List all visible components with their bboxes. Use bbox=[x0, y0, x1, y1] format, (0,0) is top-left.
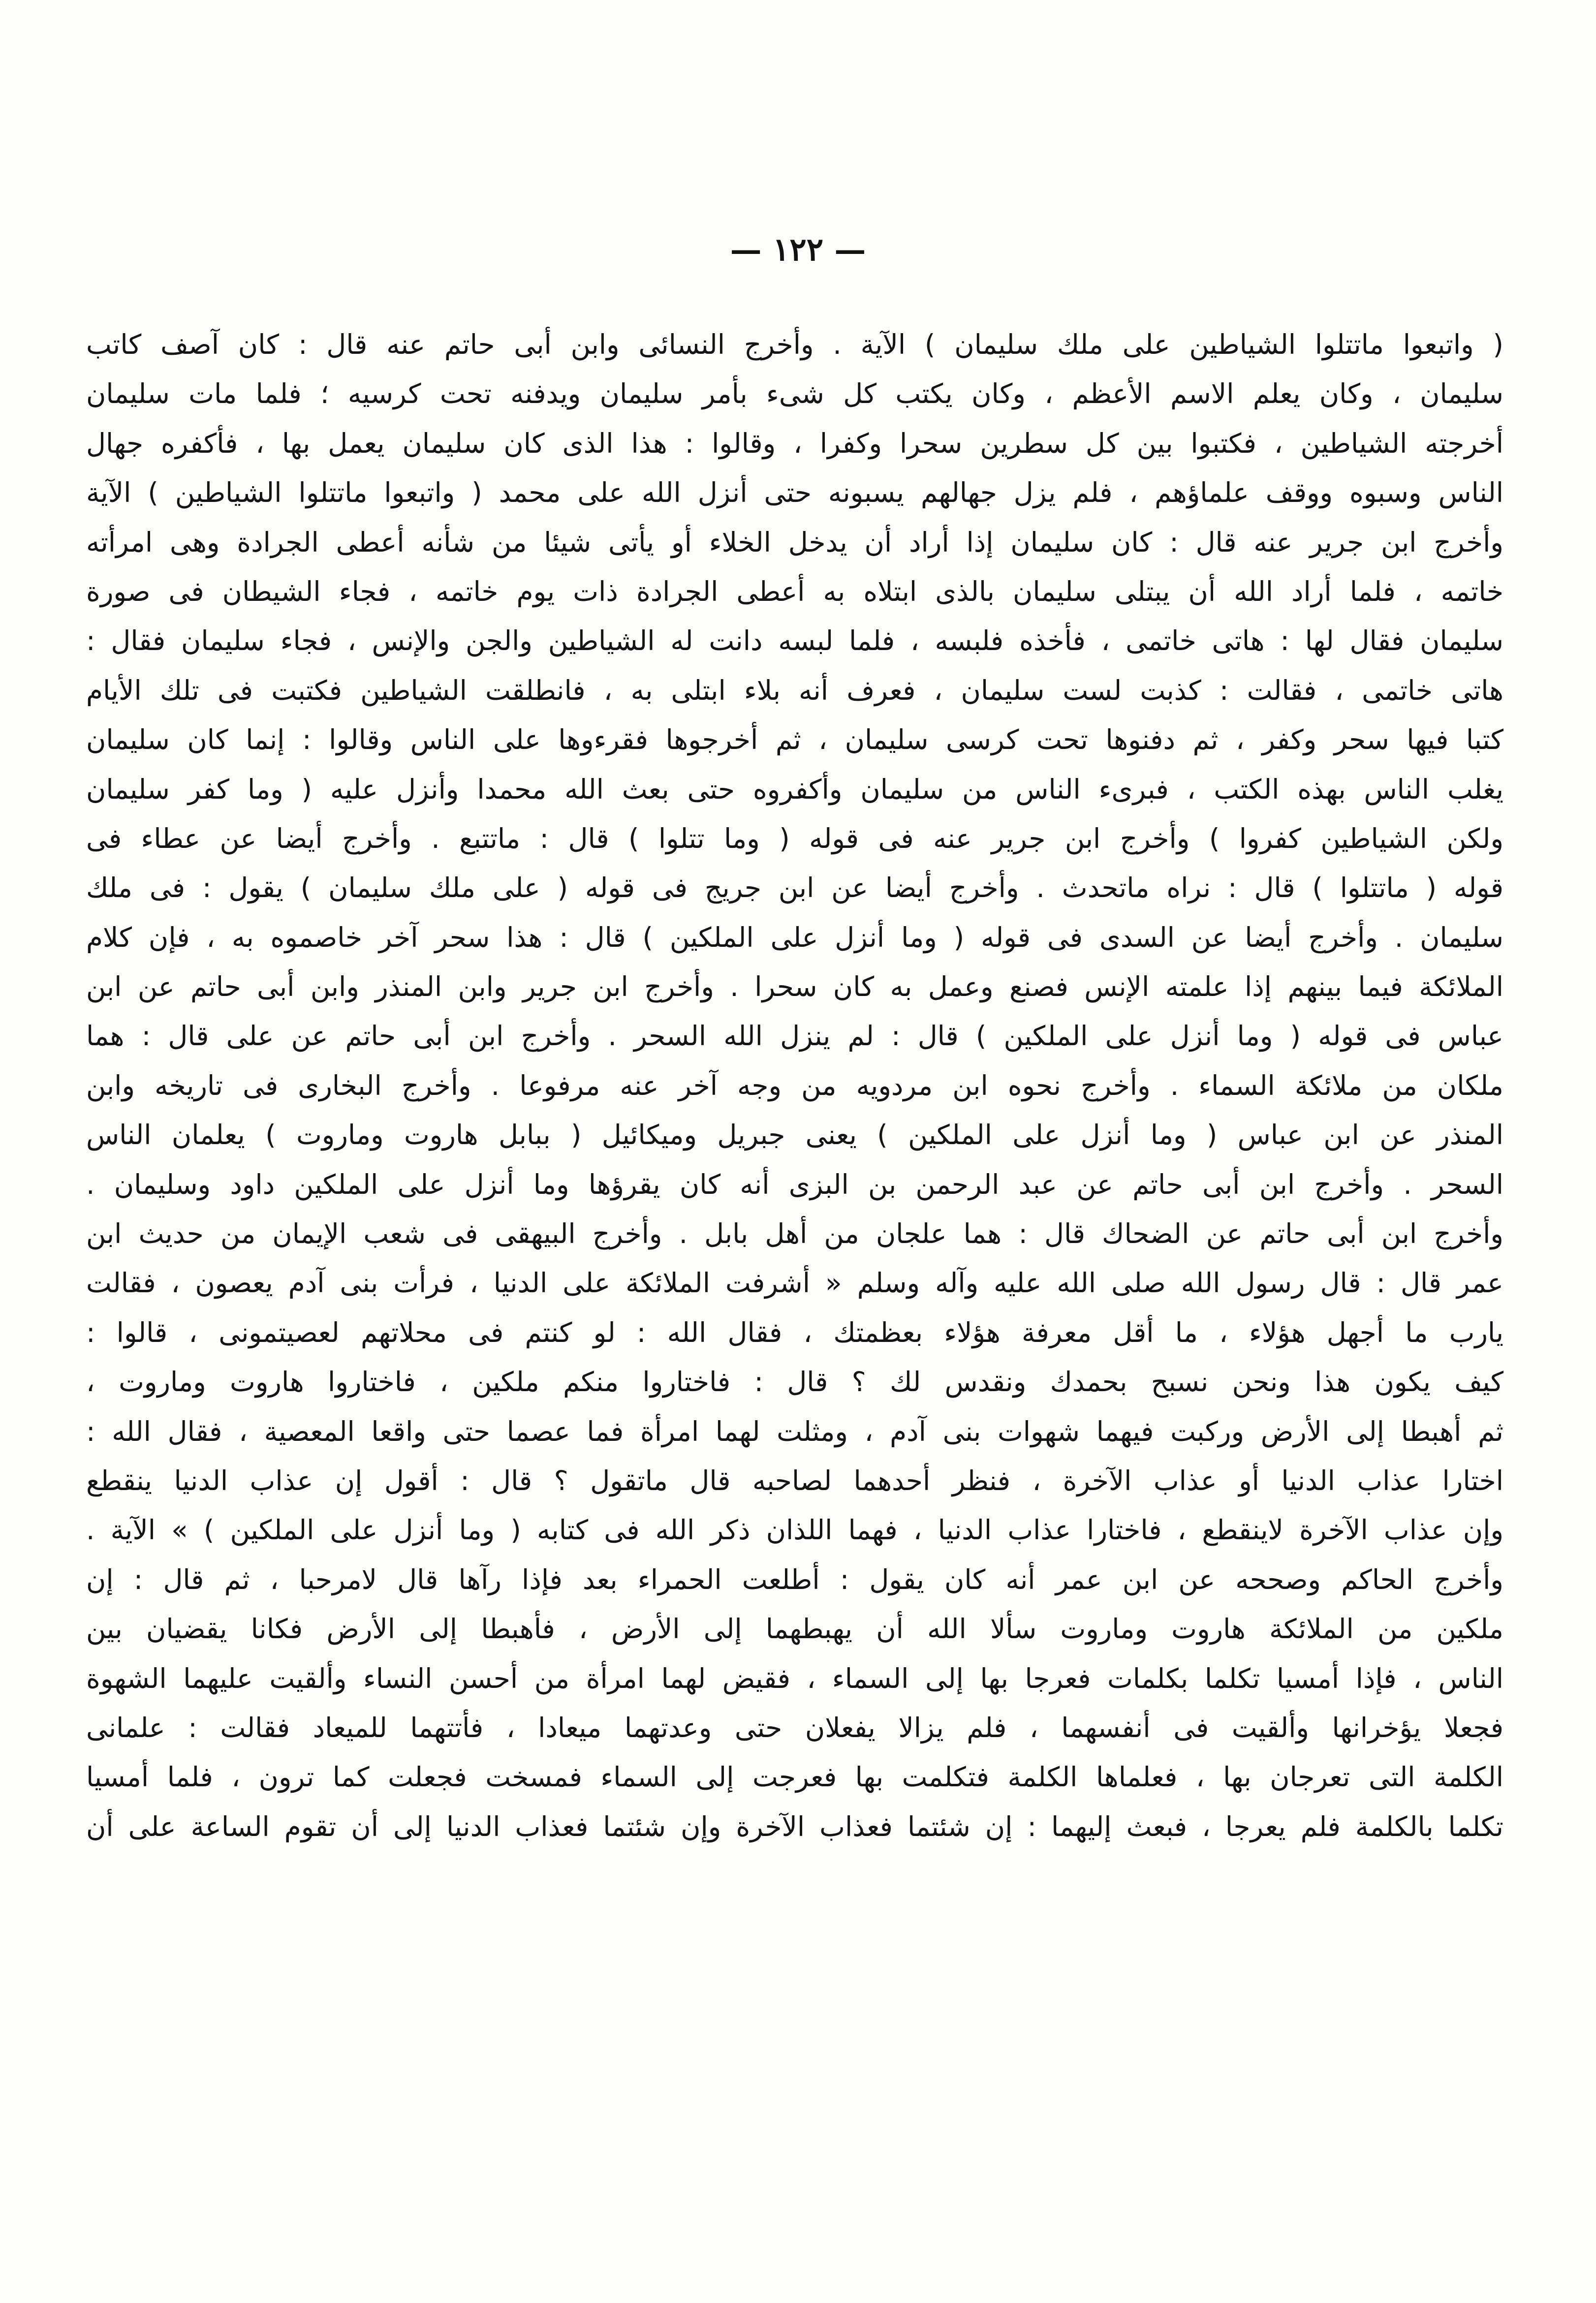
text-line: تكلما بالكلمة فلم يعرجا ، فبعث إليهما : إن شئتما فعذاب الآخرة وإن شئتما فعذاب الدنيا إلى أن تقوم الساعة على أن bbox=[86, 1810, 1503, 1842]
text-line: ثم أهبطا إلى الأرض وركبت فيهما شهوات بنى آدم ، ومثلت لهما امرأة فما عصما حتى واقعا المعصية ، فقال الله : bbox=[86, 1415, 1503, 1447]
text-line: سليمان ، وكان يعلم الاسم الأعظم ، وكان يكتب كل شىء بأمر سليمان ويدفنه تحت كرسيه ؛ فلما مات سليمان bbox=[86, 378, 1503, 410]
text-line: ( واتبعوا ماتتلوا الشياطين على ملك سليمان ) الآية . وأخرج النسائى وابن أبى حاتم عنه قال : كان آصف كاتب bbox=[86, 329, 1503, 360]
text-line: الناس ، فإذا أمسيا تكلما بكلمات فعرجا بها إلى السماء ، فقيض لهما امرأة من أحسن النساء وألقيت عليهما الشهوة bbox=[86, 1662, 1503, 1694]
text-line: الملائكة فيما بينهم إذا علمته الإنس فصنع وعمل به كان سحرا . وأخرج ابن جرير وابن المنذر وابن أبى حاتم عن ابن bbox=[86, 971, 1503, 1003]
text-line: عباس فى قوله ( وما أنزل على الملكين ) قال : لم ينزل الله السحر . وأخرج ابن أبى حاتم عن على قال : هما bbox=[86, 1020, 1503, 1052]
text-line: السحر . وأخرج ابن أبى حاتم عن عبد الرحمن بن البزى أنه كان يقرؤها وما أنزل على الملكين داود وسليمان . bbox=[86, 1168, 1503, 1200]
text-line: سليمان . وأخرج أيضا عن السدى فى قوله ( وما أنزل على الملكين ) قال : هذا سحر آخر خاصموه به ، فإن كلام bbox=[86, 921, 1503, 953]
text-line: ولكن الشياطين كفروا ) وأخرج ابن جرير عنه فى قوله ( وما تتلوا ) قال : ماتتبع . وأخرج أيضا عن عطاء فى bbox=[86, 822, 1503, 854]
text-line: اختارا عذاب الدنيا أو عذاب الآخرة ، فنظر أحدهما لصاحبه قال ماتقول ؟ قال : أقول إن عذاب الدنيا ينقطع bbox=[86, 1464, 1503, 1496]
text-line: وأخرج ابن أبى حاتم عن الضحاك قال : هما علجان من أهل بابل . وأخرج البيهقى فى شعب الإيمان من حديث ابن bbox=[86, 1218, 1503, 1250]
text-line: قوله ( ماتتلوا ) قال : نراه ماتحدث . وأخرج أيضا عن ابن جريج فى قوله ( على ملك سليمان ) يقول : فى ملك bbox=[86, 872, 1503, 904]
text-line: الناس وسبوه ووقف علماؤهم ، فلم يزل جهالهم يسبونه حتى أنزل الله على محمد ( واتبعوا ماتتلوا الشياطين ) الآية bbox=[86, 477, 1503, 509]
text-line: الكلمة التى تعرجان بها ، فعلماها الكلمة فتكلمت بها فعرجت إلى السماء فمسخت فجعلت كما ترون ، فلما أمسيا bbox=[86, 1761, 1503, 1793]
text-line: هاتى خاتمى ، فقالت : كذبت لست سليمان ، فعرف أنه بلاء ابتلى به ، فانطلقت الشياطين فكتبت فى تلك الأيام bbox=[86, 674, 1503, 706]
text-line: أخرجته الشياطين ، فكتبوا بين كل سطرين سحرا وكفرا ، وقالوا : هذا الذى كان سليمان يعمل بها ، فأكفره جهال bbox=[86, 427, 1503, 459]
text-line: يارب ما أجهل هؤلاء ، ما أقل معرفة هؤلاء بعظمتك ، فقال الله : لو كنتم فى محلاتهم لعصيتمونى ، قالوا : bbox=[86, 1316, 1503, 1348]
text-line: عمر قال : قال رسول الله صلى الله عليه وآله وسلم « أشرفت الملائكة على الدنيا ، فرأت بنى آدم يعصون ، فقالت bbox=[86, 1267, 1503, 1299]
page-number: — ١٢٢ — bbox=[730, 231, 866, 268]
text-line: خاتمه ، فلما أراد الله أن يبتلى سليمان بالذى ابتلاه به أعطى الجرادة ذات يوم خاتمه ، فجاء الشيطان فى صورة bbox=[86, 575, 1503, 607]
text-line: وأخرج الحاكم وصححه عن ابن عمر أنه كان يقول : أطلعت الحمراء بعد فإذا رآها قال لامرحبا ، ثم قال : إن bbox=[86, 1563, 1503, 1595]
text-line: وإن عذاب الآخرة لاينقطع ، فاختارا عذاب الدنيا ، فهما اللذان ذكر الله فى كتابه ( وما أنزل على الملكين ) » الآية . bbox=[86, 1514, 1503, 1546]
text-line: فجعلا يؤخرانها وألقيت فى أنفسهما ، فلم يزالا يفعلان حتى وعدتهما ميعادا ، فأتتهما للميعاد فقالت : علمانى bbox=[86, 1712, 1503, 1743]
text-line: وأخرج ابن جرير عنه قال : كان سليمان إذا أراد أن يدخل الخلاء أو يأتى شيئا من شأنه أعطى الجرادة وهى امرأته bbox=[86, 526, 1503, 558]
text-line: سليمان فقال لها : هاتى خاتمى ، فأخذه فلبسه ، فلما لبسه دانت له الشياطين والجن والإنس ، فجاء سليمان فقال : bbox=[86, 625, 1503, 657]
text-line: ملكان من ملائكة السماء . وأخرج نحوه ابن مردويه من وجه آخر عنه مرفوعا . وأخرج البخارى فى تاريخه وابن bbox=[86, 1069, 1503, 1101]
text-line: المنذر عن ابن عباس ( وما أنزل على الملكين ) يعنى جبريل وميكائيل ( ببابل هاروت وماروت ) يعلمان الناس bbox=[86, 1119, 1503, 1151]
text-line: ملكين من الملائكة هاروت وماروت سألا الله أن يهبطهما إلى الأرض ، فأهبطا إلى الأرض فكانا يقضيان بين bbox=[86, 1613, 1503, 1645]
text-line: كتبا فيها سحر وكفر ، ثم دفنوها تحت كرسى سليمان ، ثم أخرجوها فقرءوها على الناس وقالوا : إنما كان سليمان bbox=[86, 724, 1503, 756]
body-text bbox=[86, 320, 1503, 1851]
text-line: يغلب الناس بهذه الكتب ، فبرىء الناس من سليمان وأكفروه حتى بعث الله محمدا وأنزل عليه ( وما كفر سليمان bbox=[86, 773, 1503, 805]
text-line: كيف يكون هذا ونحن نسبح بحمدك ونقدس لك ؟ قال : فاختاروا منكم ملكين ، فاختاروا هاروت وماروت ، bbox=[86, 1366, 1503, 1398]
